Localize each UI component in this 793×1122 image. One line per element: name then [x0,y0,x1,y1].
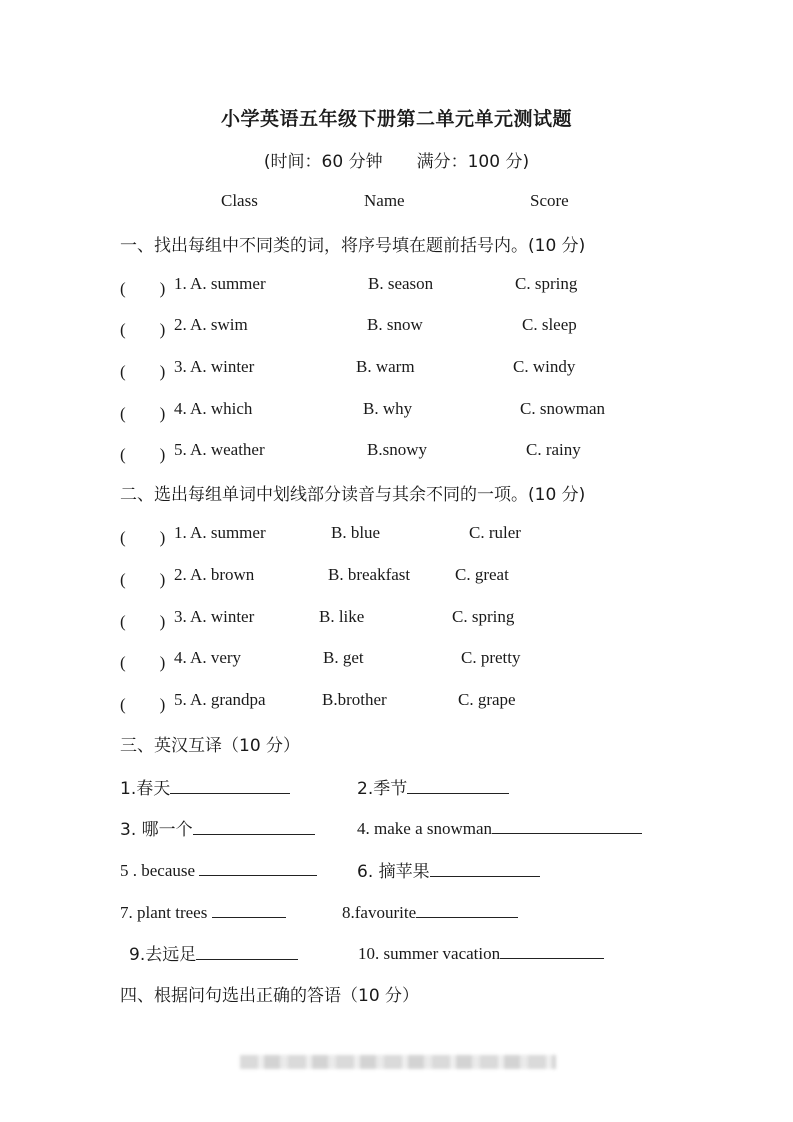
option-b: B. warm [356,357,415,376]
translate-item: 6. 摘苹果 [357,857,540,882]
option-b: B. get [323,648,364,667]
answer-blank[interactable] [193,816,315,835]
option-b: B. breakfast [328,565,411,584]
answer-blank[interactable] [430,858,540,877]
blurred-footer-watermark [240,1055,556,1069]
option-c: C. windy [513,357,576,376]
option-c: C. rainy [526,440,581,459]
option-c: C. ruler [469,523,521,542]
option-b: B. snow [367,315,423,334]
option-b: B. season [368,274,434,293]
answer-blank[interactable] [416,899,518,918]
option-b: B. blue [331,523,381,542]
option-a: 5. A. grandpa [174,690,266,709]
option-c: C. sleep [522,315,577,334]
section3-heading: 三、英汉互译（10 分） [120,736,301,756]
answer-paren[interactable]: ( ) [120,279,166,298]
option-a: 2. A. swim [174,315,248,334]
option-a: 3. A. winter [174,357,255,376]
answer-paren[interactable]: ( ) [120,320,166,339]
translate-item: 4. make a snowman [357,815,642,839]
translate-item: 7. plant trees [120,899,286,923]
translate-item: 8.favourite [342,899,518,923]
answer-paren[interactable]: ( ) [120,612,166,631]
option-a: 4. A. very [174,648,242,667]
option-c: C. great [455,565,509,584]
exam-time-score: (时间：60 分钟 满分：100 分) [263,152,530,172]
translate-item: 3. 哪一个 [120,815,315,840]
option-c: C. spring [452,607,515,626]
translate-item: 2.季节 [357,774,509,799]
class-label: Class [221,191,258,210]
section2-heading: 二、选出每组单词中划线部分读音与其余不同的一项。(10 分) [120,485,586,505]
option-c: C. pretty [461,648,521,667]
option-b: B. like [319,607,365,626]
answer-paren[interactable]: ( ) [120,570,166,589]
option-c: C. spring [515,274,578,293]
answer-blank[interactable] [212,899,286,918]
option-a: 1. A. summer [174,274,266,293]
name-label: Name [364,191,405,210]
answer-blank[interactable] [196,941,298,960]
answer-blank[interactable] [407,775,509,794]
option-c: C. snowman [520,399,605,418]
section1-heading: 一、找出每组中不同类的词，将序号填在题前括号内。(10 分) [120,236,586,256]
answer-paren[interactable]: ( ) [120,445,166,464]
answer-blank[interactable] [170,775,290,794]
answer-paren[interactable]: ( ) [120,362,166,381]
option-b: B. why [363,399,413,418]
option-a: 5. A. weather [174,440,265,459]
translate-item: 10. summer vacation [358,940,604,964]
option-b: B.snowy [367,440,427,459]
option-a: 4. A. which [174,399,253,418]
answer-blank[interactable] [492,815,642,834]
score-label: Score [530,191,569,210]
option-a: 3. A. winter [174,607,255,626]
answer-paren[interactable]: ( ) [120,528,166,547]
translate-item: 9.去远足 [129,940,298,965]
option-b: B.brother [322,690,387,709]
option-c: C. grape [458,690,516,709]
answer-blank[interactable] [199,857,317,876]
answer-paren[interactable]: ( ) [120,653,166,672]
page-title: 小学英语五年级下册第二单元单元测试题 [220,108,572,130]
section4-heading: 四、根据问句选出正确的答语（10 分） [120,986,420,1006]
translate-item: 1.春天 [120,774,290,799]
translate-item: 5 . because [120,857,317,881]
option-a: 1. A. summer [174,523,266,542]
answer-paren[interactable]: ( ) [120,404,166,423]
answer-blank[interactable] [500,940,604,959]
answer-paren[interactable]: ( ) [120,695,166,714]
option-a: 2. A. brown [174,565,255,584]
